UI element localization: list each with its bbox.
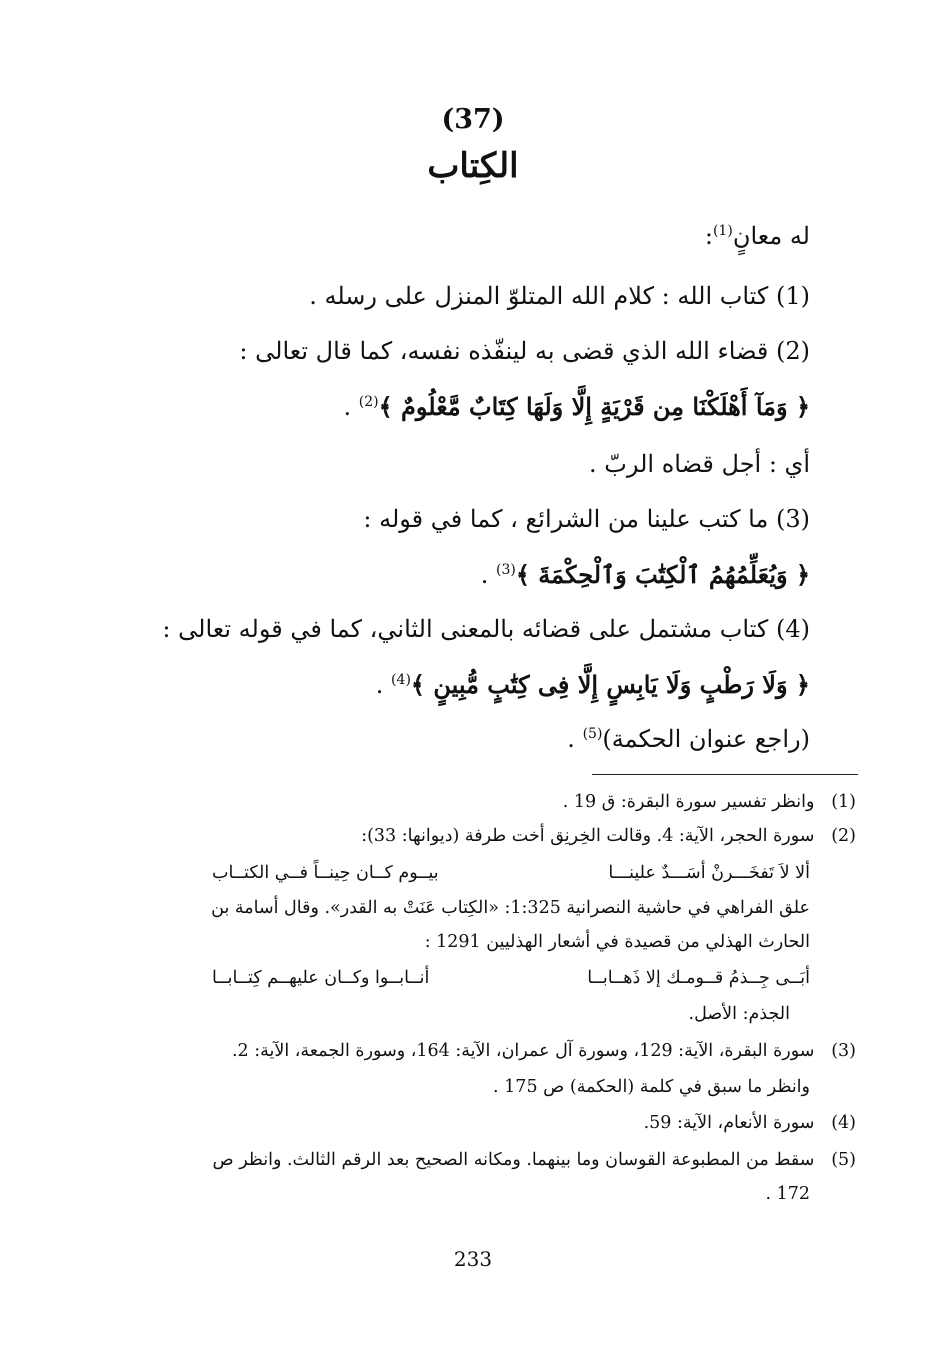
footnote-3 — [232, 1041, 856, 1061]
meaning-3: (3) ما كتب علينا من الشرائع ، كما في قوله : — [363, 505, 810, 533]
footnote-separator — [592, 774, 858, 775]
reference-text: (راجع عنوان الحكمة) — [602, 725, 810, 753]
footnote-text: سورة البقرة، الآية: 129، وسورة آل عمران، الآية: 164، وسورة الجمعة، الآية: 2. — [231, 1041, 815, 1061]
meaning-1: (1) كتاب الله : كلام الله المتلوّ المنزل على رسله . — [309, 282, 810, 310]
footnote-number: (1) — [831, 792, 856, 812]
gloss-line: أي : أجل قضاه الربّ . — [589, 450, 810, 478]
poem-1-first-hemistich: ألا لاَ تَفخَـــرنْ أسَـــدٌ علينـــا — [608, 863, 810, 883]
quran-verse-1 — [343, 392, 810, 421]
page-number: 233 — [453, 1247, 493, 1271]
footnote-text: وانظر تفسير سورة البقرة: ق 19 . — [562, 792, 815, 812]
footnote-2 — [361, 826, 856, 846]
verse-end: . — [375, 671, 392, 699]
footnote-ref: (2) — [358, 394, 379, 410]
footnote-number: (5) — [831, 1150, 856, 1170]
footnote-text: سقط من المطبوعة القوسان وما بينهما. ومكانه الصحيح بعد الرقم الثالث. وانظر ص — [212, 1150, 815, 1170]
quran-verse-3 — [376, 670, 810, 699]
poem-1-second-hemistich: بيــوم كــان حِينــاً فــي الكتــاب — [212, 863, 439, 883]
entry-title: الكِتاب — [427, 146, 519, 186]
reference-line — [567, 725, 810, 753]
verse-end: . — [343, 393, 359, 421]
poem-2-second-hemistich: أنــابــوا وكــان عليهــم كِتــابــا — [212, 968, 430, 988]
footnote-1 — [563, 792, 856, 812]
footnote-ref: (3) — [496, 562, 516, 578]
intro-end: : — [704, 222, 713, 250]
footnote-2-comment-3: الجذم: الأصل. — [688, 1004, 790, 1024]
footnote-4 — [644, 1113, 856, 1133]
footnote-5-continued: 172 . — [765, 1184, 810, 1204]
footnote-ref: (4) — [391, 672, 411, 688]
footnote-2-comment-2: الحارث الهذلي من قصيدة في أشعار الهذليين 1291 : — [424, 932, 810, 952]
entry-number: (37) — [441, 104, 505, 135]
footnote-text: سورة الحجر، الآية: 4. وقالت الخِرنِق أخت طرفة (ديوانها: 33): — [361, 826, 815, 846]
poem-2-first-hemistich: أبَــى جِــذمُ قــومـك إلا ذَهــابــا — [587, 968, 810, 988]
footnote-number: (2) — [831, 826, 856, 846]
verse-end: . — [480, 561, 496, 589]
meaning-2: (2) قضاء الله الذي قضى به لينفّذه نفسه، كما قال تعالى : — [239, 337, 810, 365]
meaning-4: (4) كتاب مشتمل على قضائه بالمعنى الثاني، كما في قوله تعالى : — [162, 615, 810, 643]
intro-text: له معانٍ — [732, 222, 810, 250]
footnote-text: سورة الأنعام، الآية: 59. — [643, 1113, 815, 1133]
verse-text: ﴿ وَلَا رَطْبٍ وَلَا يَابِسٍ إِلَّا فِى كِتَٰبٍ مُّبِينٍ ﴾ — [410, 670, 810, 699]
footnote-2-comment-1: علق الفراهي في حاشية النصرانية 1:325: «الكِتاب عَنَتْ به القدر». وقال أسامة بن — [211, 898, 810, 918]
footnote-number: (3) — [831, 1041, 856, 1061]
reference-end: . — [567, 725, 583, 753]
footnote-number: (4) — [831, 1113, 856, 1133]
footnote-3-continued: وانظر ما سبق في كلمة (الحكمة) ص 175 . — [493, 1077, 810, 1097]
verse-text: ﴿ وَيُعَلِّمُهُمُ ٱلْكِتَٰبَ وَٱلْحِكْمَةَ ﴾ — [515, 560, 810, 589]
quran-verse-2 — [481, 560, 810, 589]
verse-text: ﴿ وَمَآ أَهْلَكْنَا مِن قَرْيَةٍ إِلَّا وَلَهَا كِتَابٌ مَّعْلُومٌ ﴾ — [378, 392, 810, 421]
intro-line — [705, 222, 810, 250]
footnote-ref: (1) — [712, 223, 733, 239]
footnote-ref: (5) — [582, 726, 603, 742]
footnote-5 — [213, 1150, 856, 1170]
